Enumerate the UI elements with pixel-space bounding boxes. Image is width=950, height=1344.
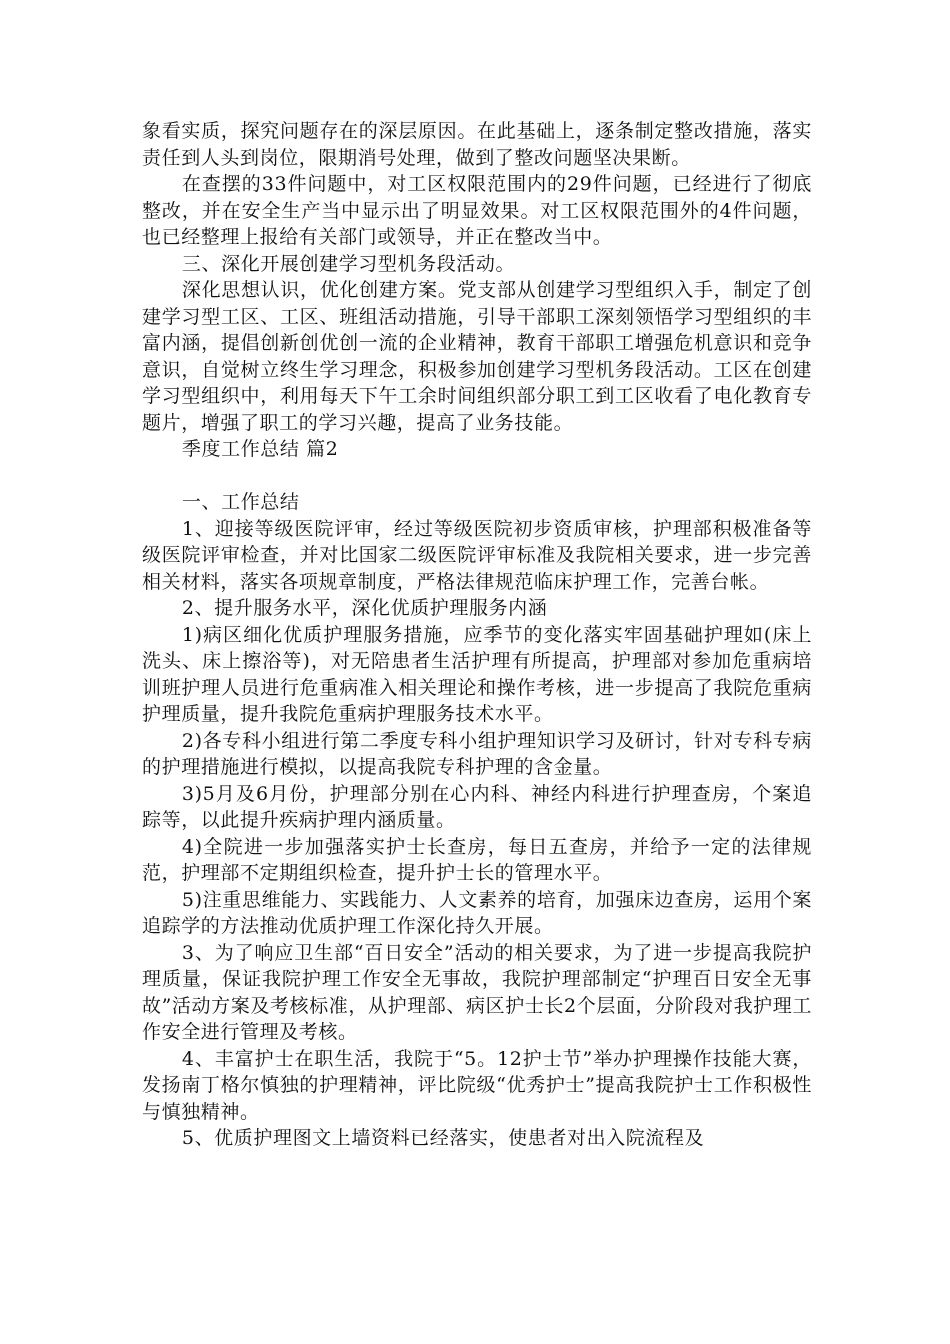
paragraph: 4、丰富护士在职生活，我院于“5。12护士节”举办护理操作技能大赛，发扬南丁格尔慎独的护理精神，评比院级“优秀护士”提高我院护士工作积极性与慎独精神。 [142,1047,812,1123]
document-body [142,118,812,1152]
paragraph: 1、迎接等级医院评审，经过等级医院初步资质审核，护理部积极准备等级医院评审检查，并对比国家二级医院评审标准及我院相关要求，进一步完善相关材料，落实各项规章制度，严格法律规范临床护理工作，完善台帐。 [142,517,812,593]
paragraph: 1)病区细化优质护理服务措施，应季节的变化落实牢固基础护理如(床上洗头、床上擦浴等)，对无陪患者生活护理有所提高，护理部对参加危重病培训班护理人员进行危重病准入相关理论和操作考核，进一步提高了我院危重病护理质量，提升我院危重病护理服务技术水平。 [142,623,812,725]
paragraph: 5、优质护理图文上墙资料已经落实，使患者对出入院流程及 [181,1127,705,1149]
section-heading: 三、深化开展创建学习型机务段活动。 [181,252,516,275]
paragraph: 5)注重思维能力、实践能力、人文素养的培育，加强床边查房，运用个案追踪学的方法推动优质护理工作深化持久开展。 [142,888,812,937]
paragraph: 2、提升服务水平，深化优质护理服务内涵 [181,597,548,619]
article-title: 季度工作总结 篇2 [181,438,339,460]
paragraph: 3)5月及6月份，护理部分别在心内科、神经内科进行护理查房，个案追踪等，以此提升疾病护理内涵质量。 [142,782,812,831]
paragraph: 3、为了响应卫生部“百日安全”活动的相关要求，为了进一步提高我院护理质量，保证我院护理工作安全无事故，我院护理部制定“护理百日安全无事故”活动方案及考核标准，从护理部、病区护士长2个层面，分阶段对我护理工作安全进行管理及考核。 [142,941,812,1043]
paragraph: 深化思想认识，优化创建方案。党支部从创建学习型组织入手，制定了创建学习型工区、工区、班组活动措施，引导干部职工深刻领悟学习型组织的丰富内涵，提倡创新创优创一流的企业精神，教育干部职工增强危机意识和竞争意识，自觉树立终生学习理念，积极参加创建学习型机务段活动。工区在创建学习型组织中，利用每天下午工余时间组织部分职工到工区收看了电化教育专题片，增强了职工的学习兴趣，提高了业务技能。 [142,279,812,434]
paragraph: 在查摆的33件问题中，对工区权限范围内的29件问题，已经进行了彻底整改，并在安全生产当中显示出了明显效果。对工区权限范围外的4件问题，也已经整理上报给有关部门或领导，并正在整改当中。 [142,173,812,248]
paragraph: 象看实质，探究问题存在的深层原因。在此基础上，逐条制定整改措施，落实责任到人头到岗位，限期消号处理，做到了整改问题坚决果断。 [142,120,812,169]
blank-line [142,463,812,490]
section-heading: 一、工作总结 [181,491,300,513]
paragraph: 4)全院进一步加强落实护士长查房，每日五查房，并给予一定的法律规范，护理部不定期组织检查，提升护士长的管理水平。 [142,835,812,884]
paragraph: 2)各专科小组进行第二季度专科小组护理知识学习及研讨，针对专科专病的护理措施进行模拟，以提高我院专科护理的含金量。 [142,729,812,778]
